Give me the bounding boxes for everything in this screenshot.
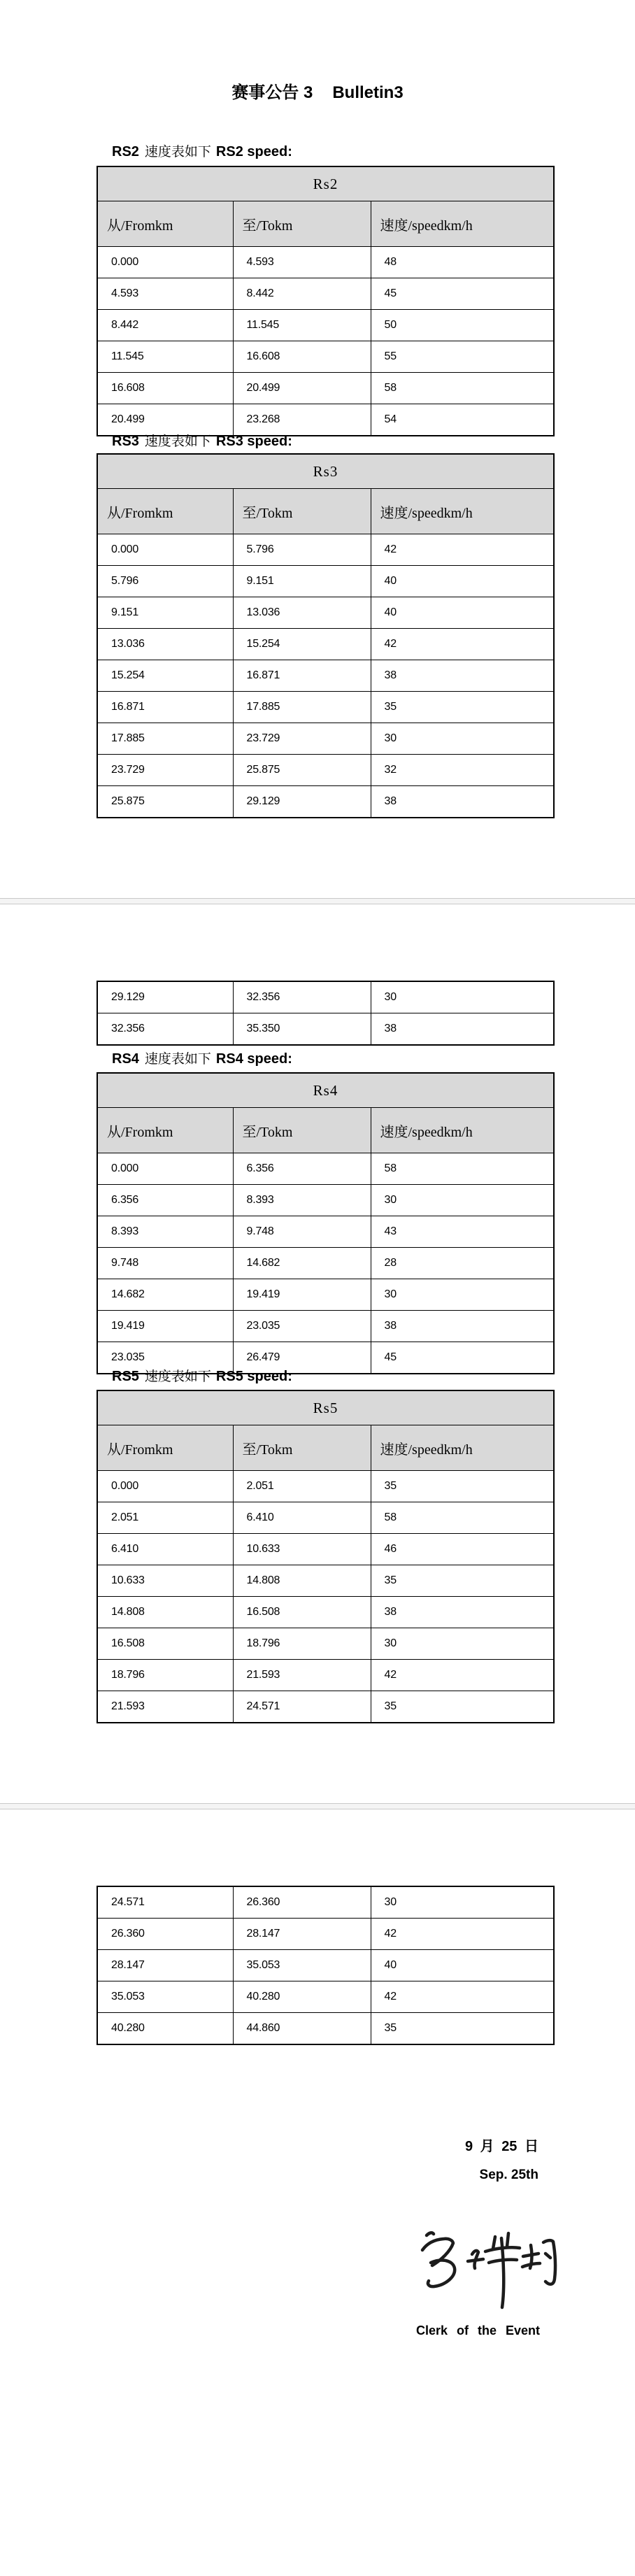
table-cell: 35.053 (97, 1981, 233, 2013)
table-row (97, 1981, 554, 2013)
table-cell: 35 (371, 2013, 554, 2045)
column-header-from: 从/Fromkm (97, 1108, 233, 1153)
table-cell: 50 (371, 310, 554, 341)
section-label-rs2-zh: 速度表如下 (144, 145, 211, 159)
table-cell: 10.633 (97, 1565, 233, 1597)
table-row (97, 1279, 554, 1311)
table-cell: 28.147 (97, 1950, 233, 1981)
table-row (97, 341, 554, 373)
table-cell: 19.419 (97, 1311, 233, 1342)
table-row (97, 1691, 554, 1723)
table-cell: 21.593 (97, 1691, 233, 1723)
table-cell: 26.360 (233, 1886, 371, 1919)
table-cell: 6.410 (97, 1534, 233, 1565)
table-cell: 16.871 (233, 660, 371, 692)
table-cell: 23.035 (97, 1342, 233, 1374)
table-cell: 15.254 (97, 660, 233, 692)
table-cell: 46 (371, 1534, 554, 1565)
speed-table-rs5-continuation (97, 1886, 555, 2045)
column-header-speed: 速度/speedkm/h (371, 1108, 554, 1153)
section-label-rs4-zh: 速度表如下 (144, 1052, 211, 1067)
table-cell: 40 (371, 566, 554, 597)
table-cell: 30 (371, 723, 554, 755)
table-title-rs4: Rs4 (97, 1073, 554, 1108)
table-cell: 40 (371, 1950, 554, 1981)
table-row (97, 1565, 554, 1597)
table-cell: 16.608 (97, 373, 233, 404)
table-cell: 42 (371, 1919, 554, 1950)
table-row (97, 981, 554, 1013)
table-cell: 11.545 (233, 310, 371, 341)
table-row (97, 597, 554, 629)
column-header-to: 至/Tokm (233, 489, 371, 534)
table-cell: 17.885 (97, 723, 233, 755)
table-cell: 6.410 (233, 1502, 371, 1534)
speed-table-rs5 (97, 1390, 555, 1723)
column-header-to: 至/Tokm (233, 201, 371, 247)
table-row (97, 1502, 554, 1534)
table-cell: 8.442 (233, 278, 371, 310)
table-row (97, 1311, 554, 1342)
table-row (97, 1534, 554, 1565)
table-cell: 16.608 (233, 341, 371, 373)
date-english: Sep. 25th (479, 2168, 538, 2182)
column-header-from: 从/Fromkm (97, 1425, 233, 1471)
table-cell: 30 (371, 1886, 554, 1919)
table-title-rs3: Rs3 (97, 454, 554, 489)
table-row (97, 373, 554, 404)
table-cell: 9.151 (233, 566, 371, 597)
table-cell: 16.508 (233, 1597, 371, 1628)
table-cell: 2.051 (97, 1502, 233, 1534)
table-cell: 20.499 (97, 404, 233, 436)
table-cell: 14.808 (97, 1597, 233, 1628)
table-cell: 44.860 (233, 2013, 371, 2045)
table-cell: 38 (371, 786, 554, 818)
table-cell: 28.147 (233, 1919, 371, 1950)
table-cell: 38 (371, 1597, 554, 1628)
table-cell: 6.356 (233, 1153, 371, 1185)
table-row (97, 278, 554, 310)
table-cell: 4.593 (97, 278, 233, 310)
column-header-to: 至/Tokm (233, 1108, 371, 1153)
table-row (97, 1628, 554, 1660)
page-title-zh: 赛事公告 3 (231, 83, 313, 102)
table-cell: 0.000 (97, 1471, 233, 1502)
table-cell: 9.748 (233, 1216, 371, 1248)
table-cell: 0.000 (97, 1153, 233, 1185)
speed-table-rs3 (97, 453, 555, 818)
table-cell: 23.729 (97, 755, 233, 786)
table-cell: 8.393 (233, 1185, 371, 1216)
table-row (97, 1013, 554, 1046)
table-cell: 19.419 (233, 1279, 371, 1311)
table-cell: 35 (371, 692, 554, 723)
section-label-rs3-suffix: RS3 speed: (215, 434, 292, 449)
page-break-band (0, 898, 635, 904)
table-cell: 48 (371, 247, 554, 278)
table-row (97, 1471, 554, 1502)
table-row (97, 1886, 554, 1919)
table-cell: 21.593 (233, 1660, 371, 1691)
table-cell: 17.885 (233, 692, 371, 723)
table-cell: 15.254 (233, 629, 371, 660)
table-cell: 58 (371, 373, 554, 404)
clerk-of-event-signoff: Clerk of the Event (415, 2324, 540, 2337)
table-row (97, 629, 554, 660)
table-cell: 26.360 (97, 1919, 233, 1950)
table-cell: 2.051 (233, 1471, 371, 1502)
table-row (97, 1950, 554, 1981)
table-cell: 58 (371, 1153, 554, 1185)
table-row (97, 1153, 554, 1185)
table-cell: 42 (371, 534, 554, 566)
column-header-speed: 速度/speedkm/h (371, 1425, 554, 1471)
section-label-rs3-prefix: RS3 (112, 434, 139, 449)
table-cell: 5.796 (97, 566, 233, 597)
section-label-rs3-zh: 速度表如下 (144, 434, 211, 449)
section-label-rs4-prefix: RS4 (112, 1051, 139, 1067)
table-cell: 35 (371, 1471, 554, 1502)
table-cell: 38 (371, 1311, 554, 1342)
table-cell: 42 (371, 1981, 554, 2013)
table-cell: 14.682 (97, 1279, 233, 1311)
table-cell: 6.356 (97, 1185, 233, 1216)
table-row (97, 786, 554, 818)
section-label-rs5-zh: 速度表如下 (144, 1369, 211, 1384)
table-cell: 30 (371, 1279, 554, 1311)
table-row (97, 1216, 554, 1248)
table-cell: 14.682 (233, 1248, 371, 1279)
table-cell: 23.729 (233, 723, 371, 755)
table-cell: 5.796 (233, 534, 371, 566)
table-cell: 32.356 (233, 981, 371, 1013)
table-cell: 42 (371, 629, 554, 660)
table-cell: 29.129 (97, 981, 233, 1013)
section-label-rs3 (112, 431, 292, 450)
table-cell: 35 (371, 1565, 554, 1597)
table-cell: 35 (371, 1691, 554, 1723)
table-cell: 38 (371, 660, 554, 692)
table-cell: 30 (371, 1628, 554, 1660)
table-row (97, 755, 554, 786)
table-cell: 40.280 (97, 2013, 233, 2045)
table-cell: 40.280 (233, 1981, 371, 2013)
table-cell: 28 (371, 1248, 554, 1279)
table-cell: 24.571 (97, 1886, 233, 1919)
column-header-from: 从/Fromkm (97, 201, 233, 247)
table-cell: 25.875 (233, 755, 371, 786)
table-cell: 35.053 (233, 1950, 371, 1981)
table-cell: 55 (371, 341, 554, 373)
speed-table-rs4 (97, 1072, 555, 1374)
table-row (97, 2013, 554, 2045)
table-cell: 18.796 (97, 1660, 233, 1691)
table-row (97, 1660, 554, 1691)
section-label-rs5 (112, 1366, 292, 1385)
table-cell: 0.000 (97, 534, 233, 566)
table-cell: 11.545 (97, 341, 233, 373)
table-row (97, 566, 554, 597)
table-title-rs5: Rs5 (97, 1390, 554, 1425)
speed-table-rs3-continuation (97, 981, 555, 1046)
table-cell: 16.508 (97, 1628, 233, 1660)
table-row (97, 723, 554, 755)
table-cell: 8.442 (97, 310, 233, 341)
section-label-rs2-prefix: RS2 (112, 144, 139, 159)
section-label-rs4-suffix: RS4 speed: (215, 1051, 292, 1067)
section-label-rs4 (112, 1048, 292, 1067)
table-cell: 54 (371, 404, 554, 436)
table-cell: 18.796 (233, 1628, 371, 1660)
table-cell: 40 (371, 597, 554, 629)
table-cell: 35.350 (233, 1013, 371, 1046)
table-cell: 43 (371, 1216, 554, 1248)
table-cell: 58 (371, 1502, 554, 1534)
speed-table-rs2 (97, 166, 555, 436)
table-cell: 23.268 (233, 404, 371, 436)
table-row (97, 247, 554, 278)
section-label-rs5-suffix: RS5 speed: (215, 1369, 292, 1384)
column-header-from: 从/Fromkm (97, 489, 233, 534)
table-row (97, 692, 554, 723)
table-cell: 4.593 (233, 247, 371, 278)
table-cell: 45 (371, 278, 554, 310)
section-label-rs5-prefix: RS5 (112, 1369, 139, 1384)
table-title-rs2: Rs2 (97, 166, 554, 201)
table-cell: 26.479 (233, 1342, 371, 1374)
table-row (97, 1248, 554, 1279)
table-cell: 30 (371, 1185, 554, 1216)
table-cell: 13.036 (97, 629, 233, 660)
table-cell: 8.393 (97, 1216, 233, 1248)
table-cell: 29.129 (233, 786, 371, 818)
table-row (97, 310, 554, 341)
section-label-rs2 (112, 141, 292, 160)
table-cell: 0.000 (97, 247, 233, 278)
table-cell: 9.748 (97, 1248, 233, 1279)
table-cell: 20.499 (233, 373, 371, 404)
page-title (0, 78, 635, 103)
table-cell: 14.808 (233, 1565, 371, 1597)
table-cell: 42 (371, 1660, 554, 1691)
table-cell: 32 (371, 755, 554, 786)
table-row (97, 1185, 554, 1216)
page-title-en: Bulletin3 (332, 83, 404, 102)
date-chinese: 9 月 25 日 (464, 2139, 538, 2154)
column-header-to: 至/Tokm (233, 1425, 371, 1471)
page-break-band (0, 1803, 635, 1809)
handwritten-signature (406, 2217, 565, 2317)
table-cell: 24.571 (233, 1691, 371, 1723)
table-cell: 9.151 (97, 597, 233, 629)
table-cell: 38 (371, 1013, 554, 1046)
table-cell: 10.633 (233, 1534, 371, 1565)
column-header-speed: 速度/speedkm/h (371, 489, 554, 534)
table-cell: 16.871 (97, 692, 233, 723)
table-cell: 25.875 (97, 786, 233, 818)
table-cell: 30 (371, 981, 554, 1013)
table-row (97, 534, 554, 566)
table-row (97, 1919, 554, 1950)
table-cell: 23.035 (233, 1311, 371, 1342)
table-row (97, 660, 554, 692)
section-label-rs2-suffix: RS2 speed: (215, 144, 292, 159)
table-row (97, 1597, 554, 1628)
table-cell: 45 (371, 1342, 554, 1374)
column-header-speed: 速度/speedkm/h (371, 201, 554, 247)
table-cell: 32.356 (97, 1013, 233, 1046)
table-cell: 13.036 (233, 597, 371, 629)
